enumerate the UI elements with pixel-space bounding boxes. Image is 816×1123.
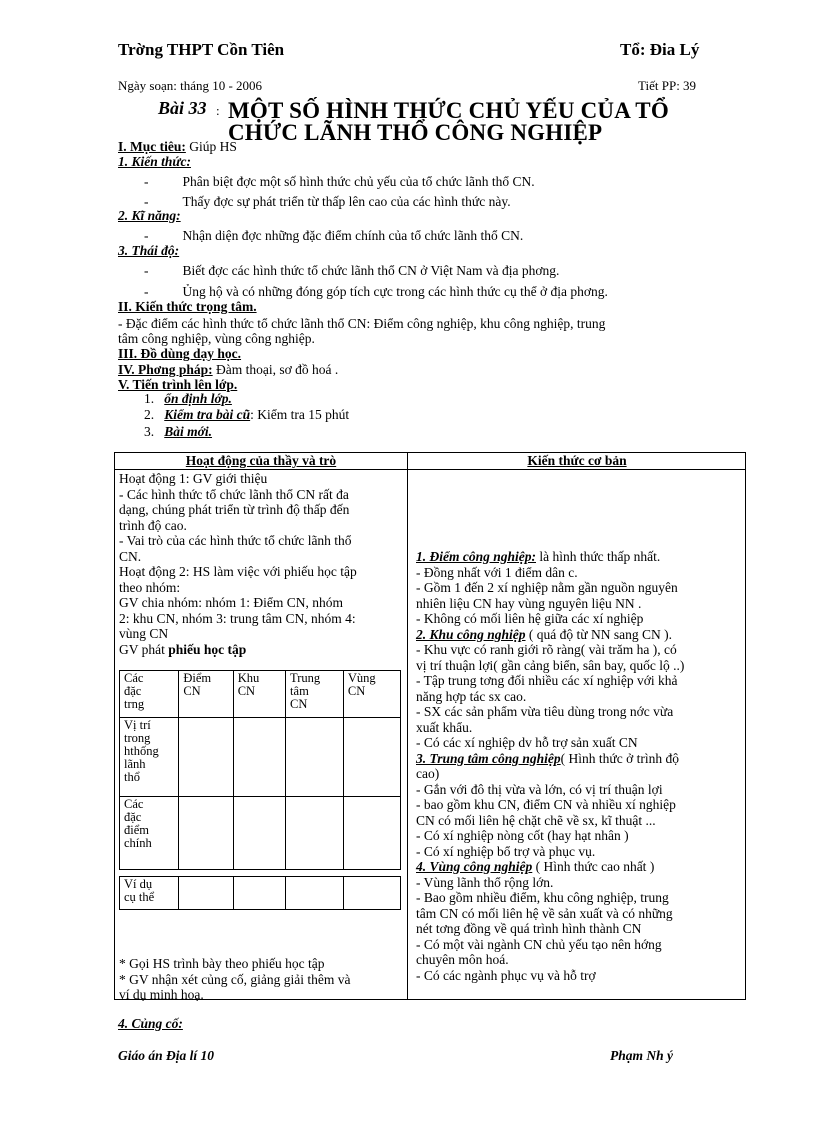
knowledge-item-1: - Phân biệt đợc một số hình thức chủ yếu của tổ chức lãnh thổ CN. — [144, 174, 535, 189]
worksheet-empty-cell — [343, 797, 400, 870]
worksheet-header-cell: Điểm CN — [179, 671, 233, 718]
knowledge-line: - Có các xí nghiệp dv hỗ trợ sản xuất CN — [416, 735, 638, 750]
knowledge-column — [416, 549, 744, 983]
knowledge-line: - Gồm 1 đến 2 xí nghiệp nằm gần nguồn nguyên — [416, 580, 678, 595]
worksheet-empty-cell — [343, 718, 400, 797]
attitude-item-1: - Biết đợc các hình thức tổ chức lãnh thổ CN ở Việt Nam và địa phơng. — [144, 263, 560, 278]
knowledge-line: CN có mối liên hệ chặt chẽ về sx, kĩ thuật ... — [416, 812, 656, 828]
step-3-label: Bài mới. — [164, 424, 213, 439]
worksheet-empty-cell — [286, 797, 344, 870]
knowledge-heading: 1. Kiến thức: — [118, 154, 191, 169]
activity-line: vùng CN — [119, 626, 169, 641]
lesson-number: Bài 33 — [158, 98, 207, 118]
col-teacher-student-header: Hoạt động của thầy và trò — [185, 453, 337, 468]
activity-line: Hoạt động 1: GV giới thiệu — [119, 471, 268, 486]
knowledge-line: cao) — [416, 766, 440, 781]
knowledge-subheading-label: 2. Khu công nghiệp — [416, 626, 526, 642]
knowledge-subheading: 2. Khu công nghiệp ( quá độ từ NN sang CN ). — [416, 626, 672, 642]
period-number: Tiết PP: 39 — [638, 78, 697, 93]
worksheet-gap-row — [120, 870, 401, 877]
worksheet-row-label: Vị trí trong hthống lãnh thổ — [120, 718, 179, 797]
step-2-label: Kiểm tra bài cũ — [164, 407, 251, 422]
activity-line: trình độ cao. — [119, 517, 187, 533]
procedure-heading: V. Tiến trình lên lớp. — [118, 377, 238, 392]
knowledge-subheading: 1. Điểm công nghiệp: là hình thức thấp nhất. — [416, 549, 661, 564]
worksheet-empty-cell — [179, 877, 233, 910]
lesson-title-line1: MỘT SỐ HÌNH THỨC CHỦ YẾU CỦA TỔ — [228, 98, 669, 123]
activities-column — [119, 471, 403, 657]
worksheet-empty-cell — [179, 718, 233, 797]
worksheet-header-cell: Các đặc trng — [120, 671, 179, 718]
objectives-label: I. Mục tiêu: — [118, 139, 186, 154]
knowledge-line: nét tơng đồng về quá trình hình thành CN — [416, 921, 642, 936]
knowledge-line: chuyên môn hoá. — [416, 952, 509, 967]
knowledge-subheading: 4. Vùng công nghiệp ( Hình thức cao nhất ) — [416, 859, 655, 874]
worksheet-table — [119, 670, 401, 910]
worksheet-label: phiếu học tập — [168, 641, 247, 657]
worksheet-header-cell: Vùng CN — [343, 671, 400, 718]
knowledge-line: - Bao gồm nhiều điểm, khu công nghiệp, trung — [416, 890, 669, 905]
objectives-heading — [118, 139, 237, 155]
knowledge-item-2-text: Thấy đợc sự phát triển từ thấp lên cao của các hình thức này. — [182, 194, 511, 209]
consolidation-heading: 4. Củng cố: — [118, 1016, 183, 1031]
knowledge-line: - Có một vài ngành CN chủ yếu tạo nên hớng — [416, 936, 662, 952]
worksheet-row-label: Ví dụ cụ thể — [120, 877, 179, 910]
activity-line: theo nhóm: — [119, 579, 181, 595]
method-text: Đàm thoại, sơ đồ hoá . — [212, 362, 339, 377]
key-knowledge-line2: tâm công nghiệp, vùng công nghiệp. — [118, 331, 315, 346]
knowledge-subheading-label: 4. Vùng công nghiệp — [416, 859, 533, 874]
knowledge-line: nhiên liệu CN hay vùng nguyên liệu NN . — [416, 595, 642, 611]
knowledge-line: - bao gồm khu CN, điểm CN và nhiều xí nghiệp — [416, 797, 676, 812]
activity-line: - Các hình thức tổ chức lãnh thổ CN rất đa — [119, 486, 349, 502]
skills-heading: 2. Kĩ năng: — [118, 208, 181, 223]
worksheet-row — [120, 718, 401, 797]
knowledge-line: vị trí thuận lợi( gần cảng biển, sân bay, quốc lộ ..) — [416, 657, 685, 673]
department: Tổ: Đia Lý — [620, 40, 700, 59]
activity-summary-line: * GV nhận xét củng cố, giảng giải thêm và — [119, 971, 351, 987]
key-knowledge-heading: II. Kiến thức trọng tâm. — [118, 299, 257, 314]
activities-summary — [119, 956, 403, 1003]
lesson-colon: : — [216, 103, 220, 118]
step-2-text: : Kiểm tra 15 phút — [250, 407, 350, 422]
knowledge-subheading-label: 3. Trung tâm công nghiệp — [416, 750, 561, 766]
worksheet-example-row — [120, 877, 401, 910]
knowledge-item-2: - Thấy đợc sự phát triển từ thấp lên cao của các hình thức này. — [144, 194, 511, 209]
objectives-text: Giúp HS — [185, 139, 237, 154]
knowledge-subheading: 3. Trung tâm công nghiệp( Hình thức ở trình độ — [416, 750, 679, 766]
key-knowledge-line1: - Đặc điểm các hình thức tổ chức lãnh thổ CN: Điểm công nghiệp, khu công nghiệp, trung — [118, 316, 606, 331]
knowledge-item-1-text: Phân biệt đợc một số hình thức chủ yếu của tổ chức lãnh thổ CN. — [182, 174, 535, 189]
knowledge-line: - Không có mối liên hệ giữa các xí nghiệp — [416, 611, 644, 626]
worksheet-header-cell: Trung tâm CN — [286, 671, 344, 718]
activity-line: - Vai trò của các hình thức tổ chức lãnh thổ — [119, 533, 352, 548]
worksheet-empty-cell — [233, 718, 285, 797]
knowledge-line: - Tập trung tơng đối nhiều các xí nghiệp với khả — [416, 673, 678, 688]
preparation-date: Ngày soạn: tháng 10 - 2006 — [118, 78, 263, 93]
worksheet-row-label: Các đặc điểm chính — [120, 797, 179, 870]
method-label: IV. Phơng pháp: — [118, 362, 213, 377]
step-1 — [144, 391, 232, 407]
skills-item-1-text: Nhận diện đợc những đặc điểm chính của tổ chức lãnh thổ CN. — [182, 228, 524, 243]
step-1-label: ổn định lớp. — [164, 391, 232, 406]
step-2-number: 2. — [144, 407, 155, 422]
worksheet-row — [120, 797, 401, 870]
worksheet-empty-cell — [286, 718, 344, 797]
step-3 — [144, 424, 212, 440]
worksheet-empty-cell — [233, 877, 285, 910]
knowledge-line: - Có xí nghiệp bổ trợ và phục vụ. — [416, 843, 596, 859]
knowledge-line: - Vùng lãnh thổ rộng lớn. — [416, 874, 554, 890]
activity-line: GV chia nhóm: nhóm 1: Điểm CN, nhóm — [119, 595, 343, 610]
col-basic-knowledge-header: Kiến thức cơ bản — [527, 453, 627, 468]
footer-left: Giáo án Địa lí 10 — [118, 1048, 215, 1063]
activity-summary-line: * Gọi HS trình bày theo phiếu học tập — [119, 956, 325, 971]
activity-line: dạng, chúng phát triển từ trình độ thấp đến — [119, 502, 350, 517]
knowledge-line: tâm CN có mối liên hệ về sản xuất và có những — [416, 905, 673, 921]
teaching-aids-heading: III. Đồ dùng dạy học. — [118, 346, 242, 361]
knowledge-subheading-label: 1. Điểm công nghiệp: — [416, 549, 536, 564]
knowledge-line: xuất khẩu. — [416, 719, 473, 735]
attitude-item-1-text: Biết đợc các hình thức tổ chức lãnh thổ CN ở Việt Nam và địa phơng. — [182, 263, 560, 278]
worksheet-gap — [120, 870, 401, 877]
footer-right: Phạm Nh ý — [610, 1048, 674, 1063]
activity-summary-line: ví dụ minh hoạ. — [119, 987, 204, 1002]
attitude-heading: 3. Thái độ: — [118, 243, 180, 258]
attitude-item-2-text: Ủng hộ và có những đóng góp tích cực trong các hình thức cụ thể ở địa phơng. — [182, 284, 608, 299]
worksheet-hand-out-line: GV phát phiếu học tập — [119, 641, 247, 657]
knowledge-line: - SX các sản phẩm vừa tiêu dùng trong nớc vừa — [416, 704, 674, 719]
step-3-number: 3. — [144, 424, 155, 439]
activity-line: 2: khu CN, nhóm 3: trung tâm CN, nhóm 4: — [119, 610, 356, 626]
school-name: Trờng THPT Cồn Tiên — [118, 40, 285, 59]
skills-item-1: - Nhận diện đợc những đặc điểm chính của tổ chức lãnh thổ CN. — [144, 228, 524, 243]
worksheet-empty-cell — [286, 877, 344, 910]
worksheet-empty-cell — [179, 797, 233, 870]
worksheet-empty-cell — [233, 797, 285, 870]
knowledge-line: năng hợp tác sx cao. — [416, 688, 527, 704]
knowledge-line: - Đồng nhất với 1 điểm dân c. — [416, 564, 578, 580]
worksheet-header-row — [120, 671, 401, 718]
knowledge-line: - Có xí nghiệp nòng cốt (hay hạt nhân ) — [416, 828, 629, 843]
step-1-number: 1. — [144, 391, 155, 406]
method-heading — [118, 362, 338, 378]
activity-line: Hoạt động 2: HS làm việc với phiếu học tập — [119, 564, 357, 579]
worksheet-empty-cell — [343, 877, 400, 910]
lesson-title-line2: CHỨC LÃNH THỔ CÔNG NGHIỆP — [228, 120, 603, 145]
attitude-item-2: - Ủng hộ và có những đóng góp tích cực trong các hình thức cụ thể ở địa phơng. — [144, 284, 608, 299]
activity-line: CN. — [119, 548, 142, 564]
knowledge-line: - Khu vực có ranh giới rõ ràng( vài trăm ha ), có — [416, 642, 677, 657]
knowledge-line: - Có các ngành phục vụ và hỗ trợ — [416, 967, 596, 983]
knowledge-line: - Gắn với đô thị vừa và lớn, có vị trí thuận lợi — [416, 781, 663, 797]
step-2 — [144, 407, 349, 423]
worksheet-header-cell: Khu CN — [233, 671, 285, 718]
